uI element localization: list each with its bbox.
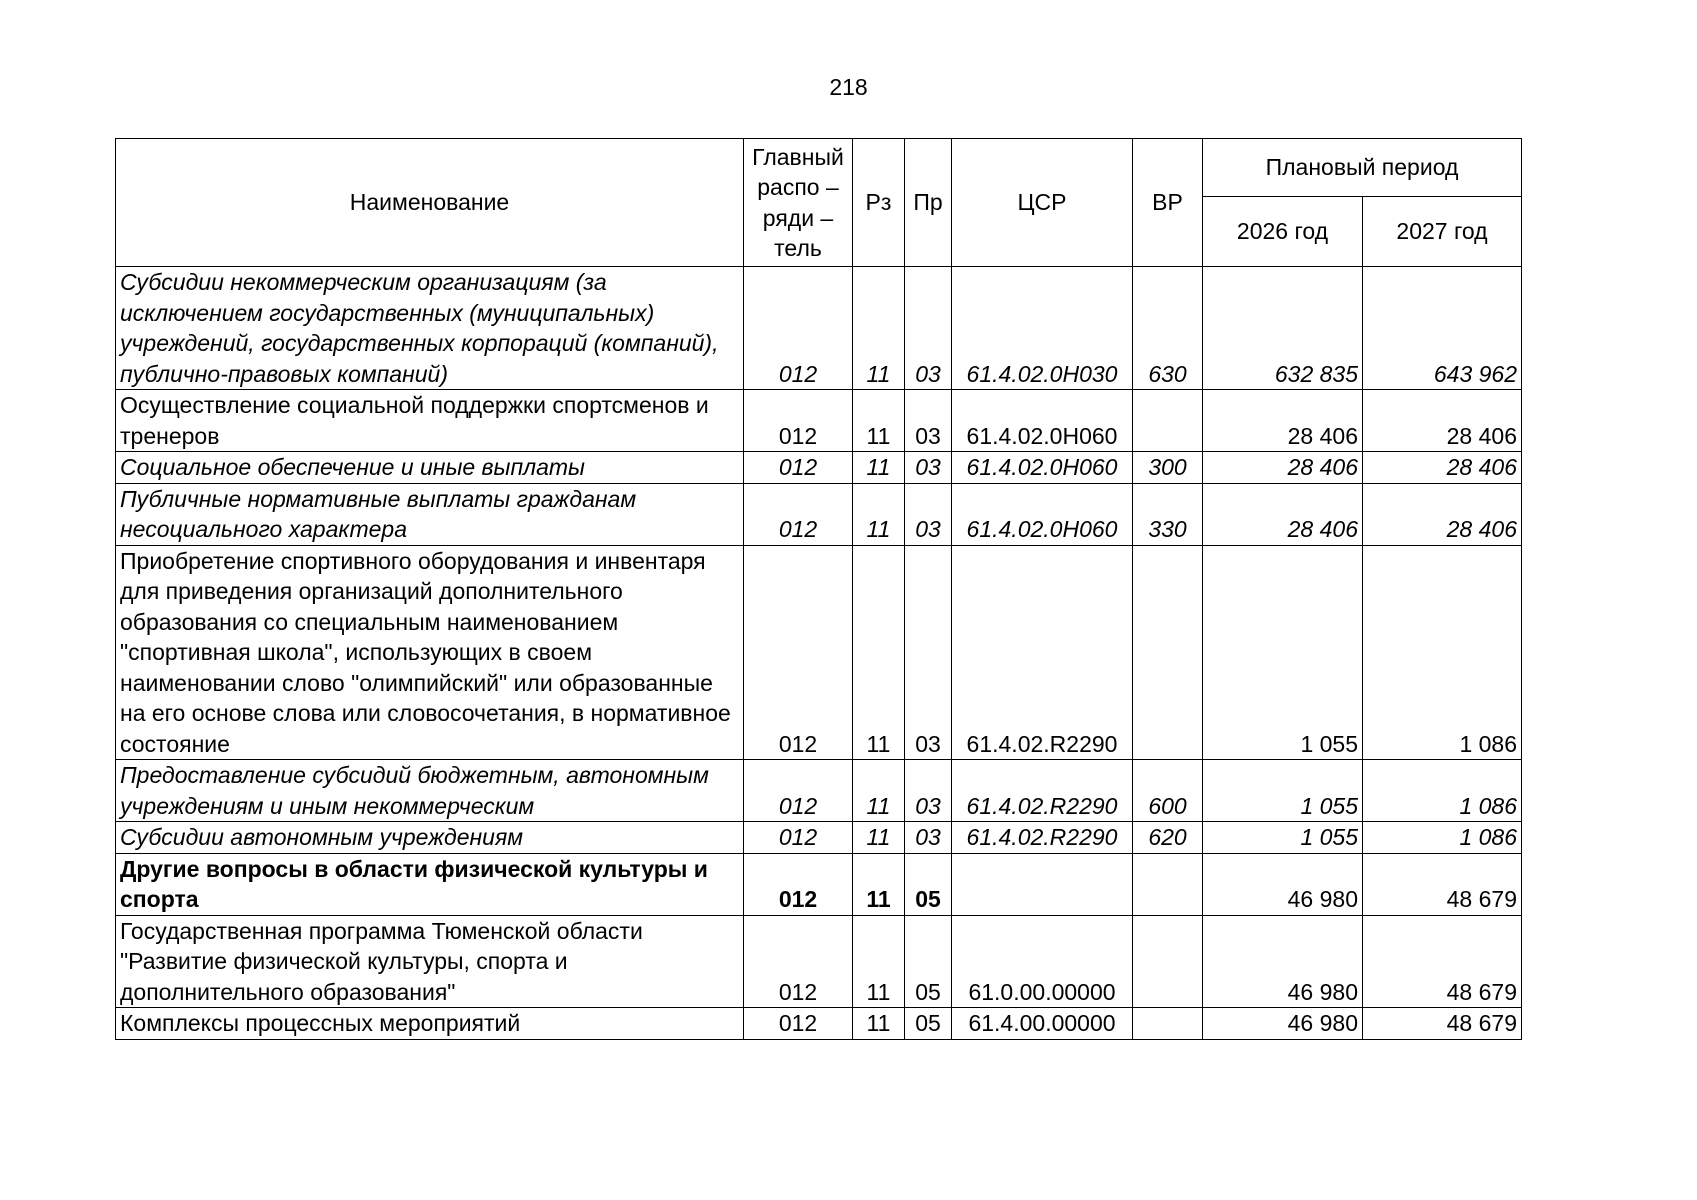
cell-rz: 11 (853, 545, 905, 760)
cell-vr (1133, 915, 1203, 1008)
cell-csr: 61.4.02.0Н060 (952, 452, 1133, 484)
cell-2027: 643 962 (1363, 267, 1522, 390)
cell-vr (1133, 1008, 1203, 1040)
table-row (116, 483, 1522, 545)
header-year-2027: 2027 год (1363, 197, 1522, 267)
cell-grbs: 012 (744, 853, 853, 915)
cell-2026: 28 406 (1203, 452, 1363, 484)
table-row (116, 390, 1522, 452)
cell-2027: 28 406 (1363, 483, 1522, 545)
cell-csr: 61.4.02.0Н060 (952, 483, 1133, 545)
cell-csr: 61.4.02.R2290 (952, 545, 1133, 760)
cell-name: Субсидии некоммерческим организациям (за исключением государственных (муниципальных) учреждений, государственных корпораций (компаний), публично-правовых компаний) (116, 267, 744, 390)
cell-pr: 03 (905, 390, 952, 452)
cell-2027: 28 406 (1363, 452, 1522, 484)
cell-rz: 11 (853, 267, 905, 390)
cell-csr: 61.4.02.0Н030 (952, 267, 1133, 390)
cell-pr: 05 (905, 915, 952, 1008)
header-plan-period: Плановый период (1203, 139, 1522, 197)
cell-2027: 1 086 (1363, 545, 1522, 760)
header-csr: ЦСР (952, 139, 1133, 267)
table-row (116, 822, 1522, 854)
cell-rz: 11 (853, 390, 905, 452)
cell-pr: 03 (905, 267, 952, 390)
cell-name: Субсидии автономным учреждениям (116, 822, 744, 854)
cell-2026: 28 406 (1203, 483, 1363, 545)
cell-2026: 28 406 (1203, 390, 1363, 452)
table-row (116, 915, 1522, 1008)
cell-grbs: 012 (744, 545, 853, 760)
cell-grbs: 012 (744, 452, 853, 484)
cell-rz: 11 (853, 853, 905, 915)
table-row (116, 267, 1522, 390)
cell-csr: 61.4.00.00000 (952, 1008, 1133, 1040)
header-name: Наименование (116, 139, 744, 267)
cell-name: Приобретение спортивного оборудования и инвентаря для приведения организаций дополнительного образования со специальным наименованием "спортивная школа", использующих в своем наименовании слово "олимпийский" или образованные на его основе слова или словосочетания, в нормативное состояние (116, 545, 744, 760)
cell-name: Другие вопросы в области физической культуры и спорта (116, 853, 744, 915)
cell-name: Публичные нормативные выплаты гражданам несоциального характера (116, 483, 744, 545)
header-grbs: Главный распо – ряди – тель (744, 139, 853, 267)
cell-pr: 05 (905, 1008, 952, 1040)
cell-2026: 46 980 (1203, 915, 1363, 1008)
cell-pr: 03 (905, 760, 952, 822)
cell-csr: 61.4.02.0Н060 (952, 390, 1133, 452)
table-row (116, 545, 1522, 760)
cell-vr: 620 (1133, 822, 1203, 854)
cell-pr: 03 (905, 452, 952, 484)
cell-name: Комплексы процессных мероприятий (116, 1008, 744, 1040)
header-pr: Пр (905, 139, 952, 267)
cell-vr: 300 (1133, 452, 1203, 484)
cell-pr: 03 (905, 545, 952, 760)
table-row (116, 853, 1522, 915)
cell-name: Предоставление субсидий бюджетным, автономным учреждениям и иным некоммерческим (116, 760, 744, 822)
cell-grbs: 012 (744, 267, 853, 390)
cell-grbs: 012 (744, 822, 853, 854)
cell-2027: 28 406 (1363, 390, 1522, 452)
table-header (116, 139, 1522, 267)
cell-rz: 11 (853, 915, 905, 1008)
cell-pr: 03 (905, 483, 952, 545)
cell-grbs: 012 (744, 483, 853, 545)
cell-grbs: 012 (744, 390, 853, 452)
cell-name: Осуществление социальной поддержки спортсменов и тренеров (116, 390, 744, 452)
cell-2026: 46 980 (1203, 1008, 1363, 1040)
cell-rz: 11 (853, 1008, 905, 1040)
cell-name: Государственная программа Тюменской области "Развитие физической культуры, спорта и дополнительного образования" (116, 915, 744, 1008)
cell-csr (952, 853, 1133, 915)
cell-2027: 1 086 (1363, 760, 1522, 822)
cell-2026: 1 055 (1203, 760, 1363, 822)
cell-rz: 11 (853, 760, 905, 822)
cell-rz: 11 (853, 452, 905, 484)
table-row (116, 760, 1522, 822)
cell-2026: 1 055 (1203, 822, 1363, 854)
cell-2027: 1 086 (1363, 822, 1522, 854)
cell-rz: 11 (853, 483, 905, 545)
cell-grbs: 012 (744, 1008, 853, 1040)
cell-vr: 600 (1133, 760, 1203, 822)
table-row (116, 1008, 1522, 1040)
table-row (116, 452, 1522, 484)
cell-grbs: 012 (744, 915, 853, 1008)
table-body (116, 267, 1522, 1040)
page-number: 218 (829, 74, 868, 100)
cell-pr: 05 (905, 853, 952, 915)
cell-vr (1133, 390, 1203, 452)
cell-vr (1133, 545, 1203, 760)
cell-csr: 61.0.00.00000 (952, 915, 1133, 1008)
cell-pr: 03 (905, 822, 952, 854)
header-year-2026: 2026 год (1203, 197, 1363, 267)
cell-2026: 632 835 (1203, 267, 1363, 390)
cell-2026: 1 055 (1203, 545, 1363, 760)
header-rz: Рз (853, 139, 905, 267)
cell-csr: 61.4.02.R2290 (952, 760, 1133, 822)
cell-rz: 11 (853, 822, 905, 854)
cell-vr: 330 (1133, 483, 1203, 545)
cell-2027: 48 679 (1363, 853, 1522, 915)
cell-2027: 48 679 (1363, 1008, 1522, 1040)
cell-2027: 48 679 (1363, 915, 1522, 1008)
header-vr: ВР (1133, 139, 1203, 267)
cell-csr: 61.4.02.R2290 (952, 822, 1133, 854)
budget-table (115, 138, 1522, 1040)
cell-name: Социальное обеспечение и иные выплаты (116, 452, 744, 484)
cell-vr: 630 (1133, 267, 1203, 390)
cell-2026: 46 980 (1203, 853, 1363, 915)
cell-vr (1133, 853, 1203, 915)
cell-grbs: 012 (744, 760, 853, 822)
